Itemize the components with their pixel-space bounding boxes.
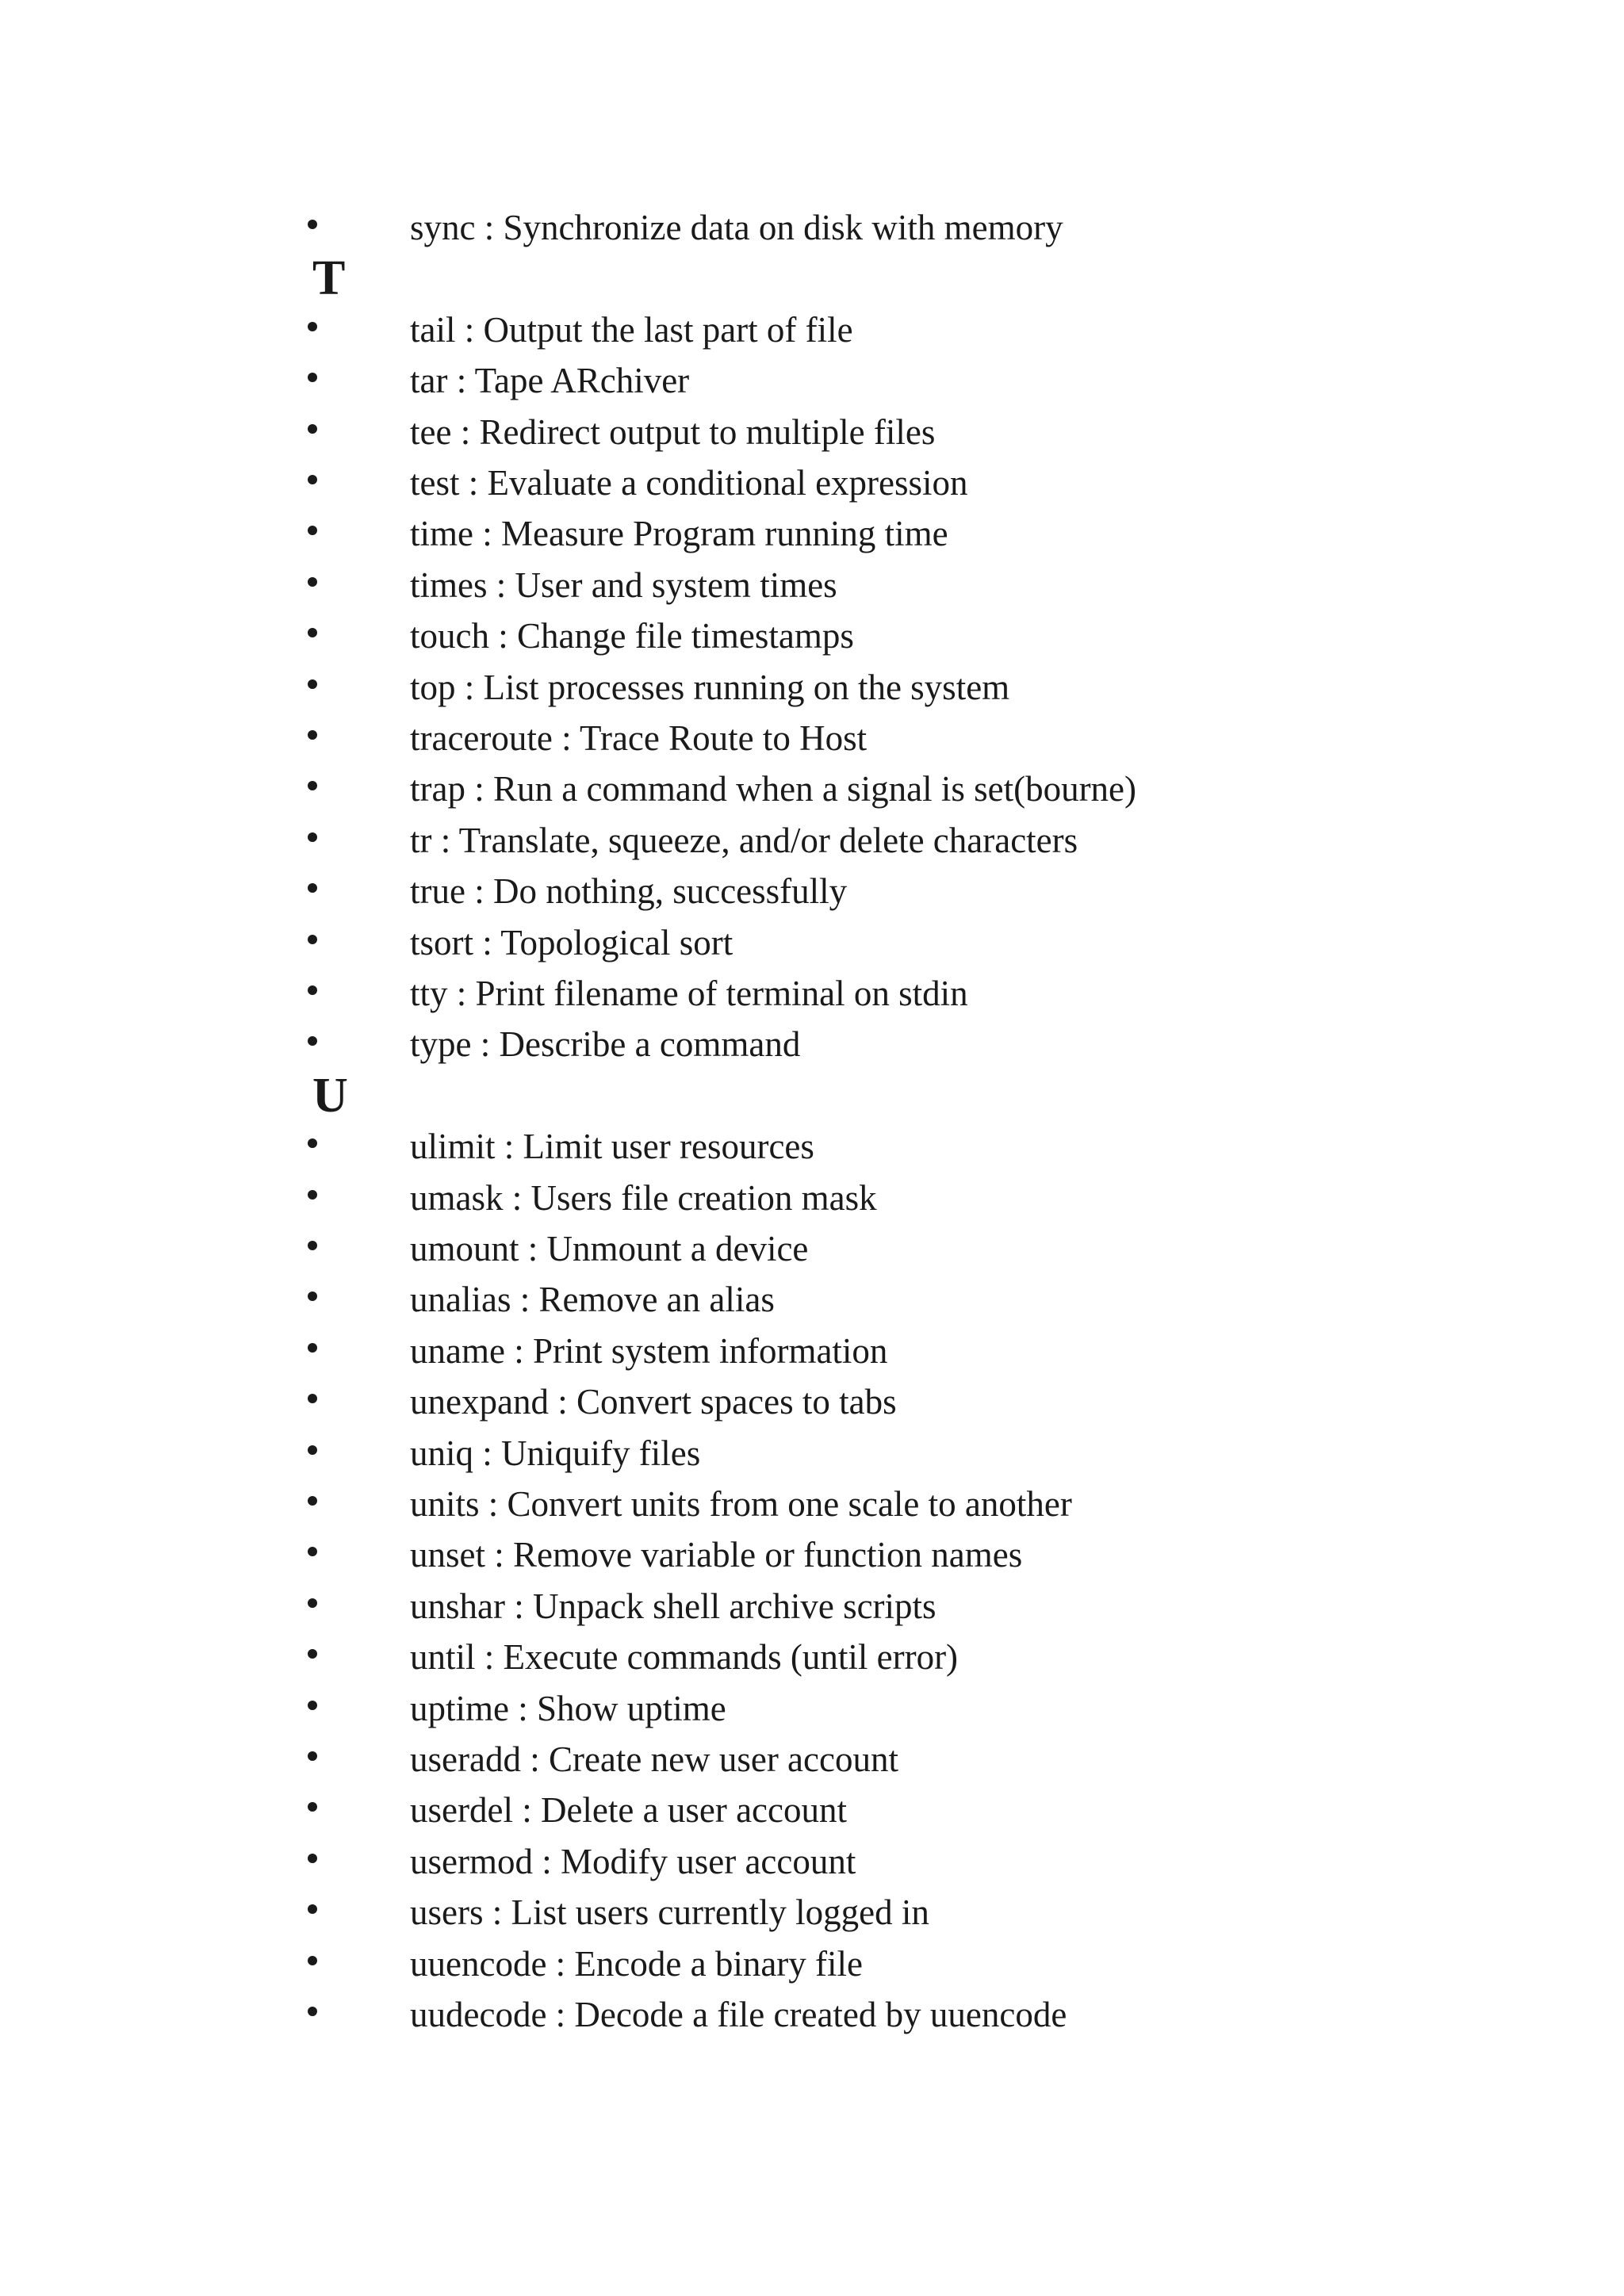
list-item <box>0 1326 1624 1376</box>
list-item-text: tty : Print filename of terminal on stdin <box>410 974 968 1013</box>
list-item-text: test : Evaluate a conditional expression <box>410 463 968 503</box>
list-item <box>0 1019 1624 1070</box>
bullet-icon <box>308 628 317 637</box>
bullet-icon <box>308 220 317 229</box>
bullet-icon <box>308 1701 317 1710</box>
list-item-text: uptime : Show uptime <box>410 1688 726 1728</box>
list-item <box>0 1121 1624 1172</box>
list-item <box>0 1376 1624 1427</box>
list-item-text: touch : Change file timestamps <box>410 616 854 656</box>
list-item-text: time : Measure Program running time <box>410 514 948 554</box>
list-item <box>0 1836 1624 1887</box>
list-item-text: traceroute : Trace Route to Host <box>410 718 868 758</box>
list-item-text: tail : Output the last part of file <box>410 309 853 350</box>
bullet-icon <box>308 1036 317 1046</box>
list-item <box>0 1529 1624 1580</box>
list-item <box>0 1173 1624 1223</box>
list-item <box>0 202 1624 253</box>
bullet-icon <box>308 1802 317 1812</box>
list-item-text: top : List processes running on the system <box>410 667 1010 707</box>
bullet-icon <box>308 730 317 740</box>
list-item <box>0 355 1624 406</box>
bullet-icon <box>308 1241 317 1250</box>
list-item <box>0 1938 1624 1989</box>
list-item <box>0 1274 1624 1325</box>
list-item <box>0 815 1624 866</box>
list-item-text: tr : Translate, squeeze, and/or delete characters <box>410 820 1078 860</box>
bullet-icon <box>308 1394 317 1403</box>
list-item <box>0 1581 1624 1632</box>
list-item-text: unexpand : Convert spaces to tabs <box>410 1382 897 1422</box>
list-item <box>0 713 1624 763</box>
list-item-text: useradd : Create new user account <box>410 1739 898 1779</box>
list-item-text: tar : Tape ARchiver <box>410 361 690 401</box>
bullet-icon <box>308 1854 317 1863</box>
list-item <box>0 917 1624 968</box>
bullet-icon <box>308 373 317 382</box>
bullet-icon <box>308 832 317 842</box>
bullet-icon <box>308 424 317 434</box>
list-item-text: true : Do nothing, successfully <box>410 871 848 912</box>
section-letter-u: U <box>312 1068 348 1123</box>
list-item-text: umask : Users file creation mask <box>410 1177 877 1218</box>
list-item-text: sync : Synchronize data on disk with memory <box>410 208 1063 247</box>
list-item <box>0 610 1624 661</box>
section-letter-t: T <box>312 251 346 306</box>
list-item-text: umount : Unmount a device <box>410 1229 809 1269</box>
list-item <box>0 662 1624 713</box>
bullet-icon <box>308 1292 317 1301</box>
list-item-text: until : Execute commands (until error) <box>410 1637 959 1678</box>
list-item-text: times : User and system times <box>410 564 837 605</box>
list-item-text: units : Convert units from one scale to another <box>410 1484 1072 1524</box>
list-item-text: unalias : Remove an alias <box>410 1280 775 1320</box>
list-item-text: tsort : Topological sort <box>410 922 733 962</box>
bullet-icon <box>308 1649 317 1659</box>
list-item-text: uuencode : Encode a binary file <box>410 1943 864 1984</box>
list-item <box>0 866 1624 916</box>
bullet-icon <box>308 935 317 944</box>
bullet-icon <box>308 1956 317 1965</box>
bullet-icon <box>308 475 317 484</box>
list-item-text: users : List users currently logged in <box>410 1892 929 1933</box>
list-item <box>0 560 1624 610</box>
bullet-icon <box>308 1138 317 1148</box>
bullet-icon <box>308 985 317 995</box>
list-item-text: userdel : Delete a user account <box>410 1790 847 1831</box>
list-item-text: type : Describe a command <box>410 1024 801 1065</box>
list-item <box>0 508 1624 559</box>
list-item <box>0 1734 1624 1785</box>
bullet-icon <box>308 679 317 689</box>
list-item-text: tee : Redirect output to multiple files <box>410 411 936 452</box>
list-item <box>0 968 1624 1019</box>
list-item-text: unset : Remove variable or function names <box>410 1535 1023 1575</box>
bullet-icon <box>308 1445 317 1455</box>
bullet-icon <box>308 1598 317 1608</box>
list-item <box>0 1428 1624 1479</box>
list-item-text: usermod : Modify user account <box>410 1841 856 1881</box>
list-item <box>0 1479 1624 1529</box>
list-item <box>0 1632 1624 1682</box>
bullet-icon <box>308 1496 317 1506</box>
list-item <box>0 1887 1624 1938</box>
list-item <box>0 763 1624 814</box>
bullet-icon <box>308 322 317 331</box>
list-item <box>0 1785 1624 1835</box>
bullet-icon <box>308 781 317 790</box>
bullet-icon <box>308 526 317 535</box>
list-item <box>0 1989 1624 2040</box>
bullet-icon <box>308 1190 317 1200</box>
list-item <box>0 1223 1624 1274</box>
bullet-icon <box>308 1343 317 1353</box>
list-item-text: uudecode : Decode a file created by uuencode <box>410 1995 1067 2034</box>
bullet-icon <box>308 883 317 893</box>
list-item <box>0 304 1624 355</box>
bullet-icon <box>308 1547 317 1556</box>
bullet-icon <box>308 1904 317 1914</box>
bullet-icon <box>308 577 317 587</box>
bullet-icon <box>308 1751 317 1761</box>
bullet-icon <box>308 2007 317 2016</box>
list-item-text: trap : Run a command when a signal is set(bourne) <box>410 769 1137 809</box>
list-item <box>0 407 1624 457</box>
list-item-text: ulimit : Limit user resources <box>410 1127 814 1167</box>
list-item-text: uname : Print system information <box>410 1330 888 1371</box>
list-item <box>0 457 1624 508</box>
list-item-text: uniq : Uniquify files <box>410 1433 701 1473</box>
list-item-text: unshar : Unpack shell archive scripts <box>410 1586 936 1626</box>
list-item <box>0 1683 1624 1734</box>
